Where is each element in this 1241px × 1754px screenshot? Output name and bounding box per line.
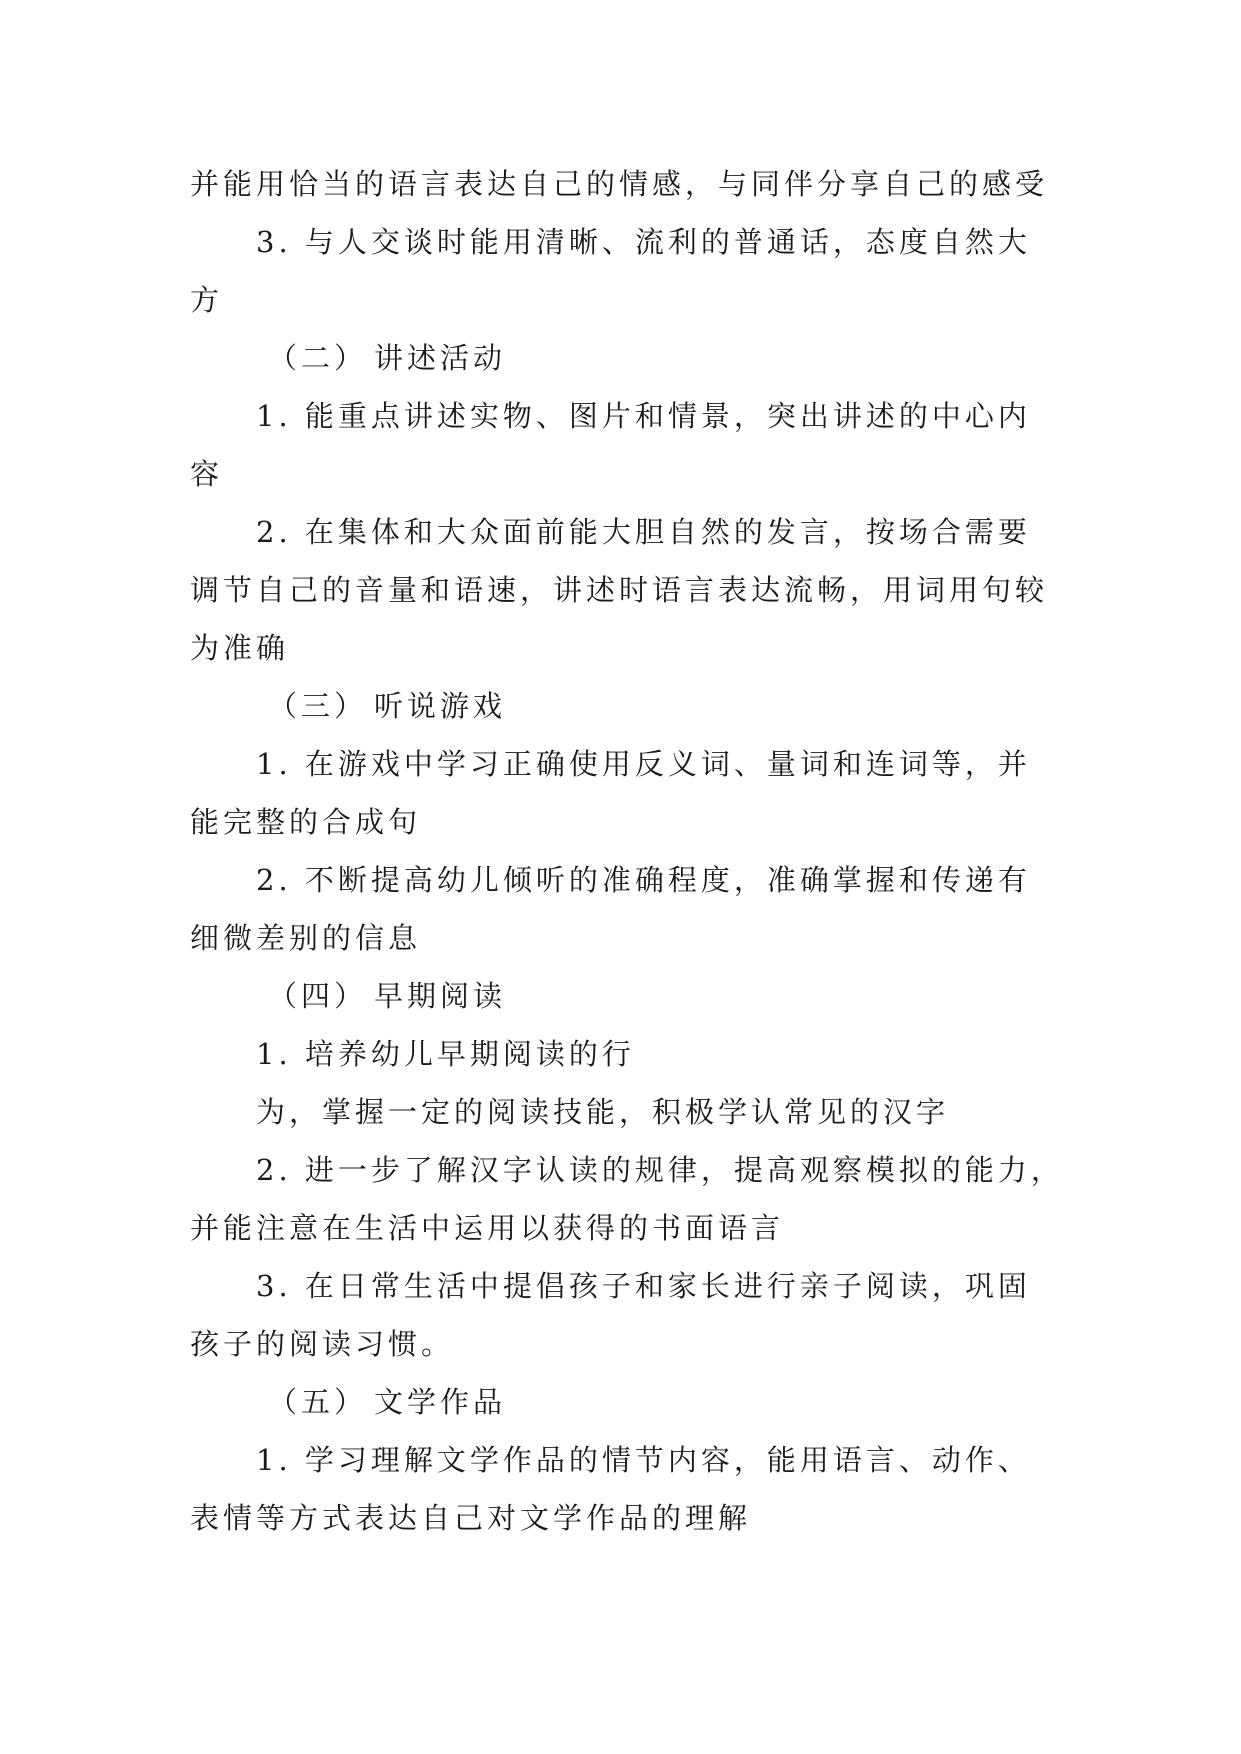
section-heading: [0, 338, 1241, 378]
list-item: 1. 学习理解文学作品的情节内容，能用语言、动作、: [256, 1443, 1031, 1477]
paragraph-line: 为，掌握一定的阅读技能，积极学认常见的汉字: [256, 1095, 950, 1129]
section-title: 早期阅读: [374, 979, 507, 1013]
list-item: 1. 培养幼儿早期阅读的行: [256, 1037, 635, 1071]
paragraph-line: 调节自己的音量和语速，讲述时语言表达流畅，用词用句较: [190, 573, 1049, 607]
paragraph-line: 为准确: [190, 631, 290, 665]
list-item: 3. 与人交谈时能用清晰、流利的普通话，态度自然大: [256, 225, 1031, 259]
list-item: 2. 在集体和大众面前能大胆自然的发言，按场合需要: [256, 515, 1031, 549]
section-heading: [0, 686, 1241, 726]
section-number: （二）: [268, 341, 368, 375]
section-title: 文学作品: [374, 1385, 507, 1419]
section-title: 听说游戏: [374, 689, 507, 723]
paragraph-line: 细微差别的信息: [190, 921, 422, 955]
paragraph-line: 并能注意在生活中运用以获得的书面语言: [190, 1211, 785, 1245]
list-item: 1. 能重点讲述实物、图片和情景，突出讲述的中心内: [256, 399, 1031, 433]
list-item: 2. 进一步了解汉字认读的规律，提高观察模拟的能力，: [256, 1153, 1064, 1187]
paragraph-line: 并能用恰当的语言表达自己的情感，与同伴分享自己的感受: [190, 167, 1049, 201]
section-heading: [0, 1382, 1241, 1422]
section-number: （五）: [268, 1385, 368, 1419]
section-number: （四）: [268, 979, 368, 1013]
list-item: 2. 不断提高幼儿倾听的准确程度，准确掌握和传递有: [256, 863, 1031, 897]
section-number: （三）: [268, 689, 368, 723]
paragraph-line: 能完整的合成句: [190, 805, 422, 839]
section-heading: [0, 976, 1241, 1016]
paragraph-line: 方: [190, 283, 224, 317]
paragraph-line: 容: [190, 457, 224, 491]
section-title: 讲述活动: [374, 341, 507, 375]
list-item: 1. 在游戏中学习正确使用反义词、量词和连词等，并: [256, 747, 1031, 781]
list-item: 3. 在日常生活中提倡孩子和家长进行亲子阅读，巩固: [256, 1269, 1031, 1303]
paragraph-line: 表情等方式表达自己对文学作品的理解: [190, 1501, 752, 1535]
paragraph-line: 孩子的阅读习惯。: [190, 1327, 455, 1361]
